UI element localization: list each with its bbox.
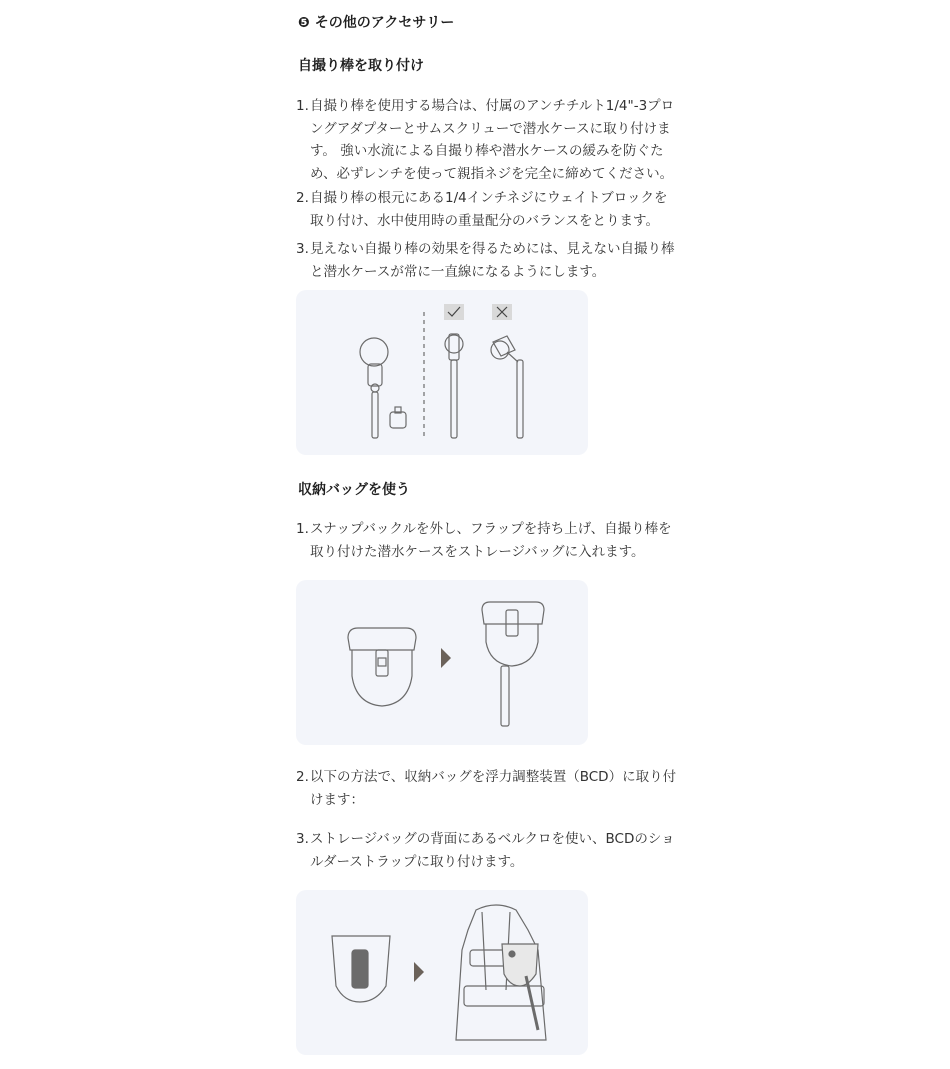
bag-step-3	[296, 828, 706, 873]
step-number: 3.	[296, 241, 309, 257]
bag-step-2	[296, 766, 706, 811]
step-text: 自撮り棒の根元にある1/4インチネジにウェイトブロックを 取り付け、水中使用時の重量配分のバランスをとります。	[310, 190, 668, 229]
selfie-step-3	[296, 238, 706, 283]
step-number: 3.	[296, 831, 309, 847]
step-number: 1.	[296, 521, 309, 537]
bag-insert-illustration	[296, 580, 588, 745]
section-heading	[298, 12, 454, 32]
selfie-step-2	[296, 187, 706, 232]
aligned-stick-drawing	[445, 334, 463, 438]
selfie-stick-illustration	[296, 290, 588, 455]
storage-bag-title: 収納バッグを使う	[298, 482, 410, 498]
section-heading-text: その他のアクセサリー	[314, 15, 455, 31]
step-number: 2.	[296, 190, 309, 206]
misaligned-stick-drawing	[491, 336, 523, 438]
step-text: ストレージバッグの背面にあるベルクロを使い、BCDのショ ルダーストラップに取り付けます。	[310, 831, 675, 870]
case-in-bag-drawing	[482, 602, 544, 726]
step-number: 1.	[296, 98, 309, 114]
arrow-icon	[414, 962, 424, 982]
section-number-badge: ❺	[298, 15, 310, 31]
step-text: 自撮り棒を使用する場合は、付属のアンチチルト1/4"-3プロ ングアダプターとサムスクリューで潜水ケースに取り付けま す。 強い水流による自撮り棒や潜水ケースの緩みを防ぐた め、必ずレンチを使って親指ネジを完全に締めてください。	[310, 98, 675, 182]
camera-on-stick-drawing	[360, 338, 406, 438]
selfie-step-1	[296, 95, 706, 185]
step-text: スナップバックルを外し、フラップを持ち上げ、自撮り棒を 取り付けた潜水ケースをストレージバッグに入れます。	[310, 521, 672, 560]
closed-bag-drawing	[348, 628, 416, 706]
bcd-vest-drawing	[456, 905, 546, 1040]
step-number: 2.	[296, 769, 309, 785]
step-text: 見えない自撮り棒の効果を得るためには、見えない自撮り棒 と潜水ケースが常に一直線になるようにします。	[310, 241, 675, 280]
arrow-icon	[441, 648, 451, 668]
bcd-attach-illustration	[296, 890, 588, 1055]
selfie-stick-title: 自撮り棒を取り付け	[298, 58, 424, 74]
step-text: 以下の方法で、収納バッグを浮力調整装置（BCD）に取り付 けます：	[310, 769, 677, 808]
bag-back-drawing	[332, 936, 390, 1002]
bag-step-1	[296, 518, 706, 563]
